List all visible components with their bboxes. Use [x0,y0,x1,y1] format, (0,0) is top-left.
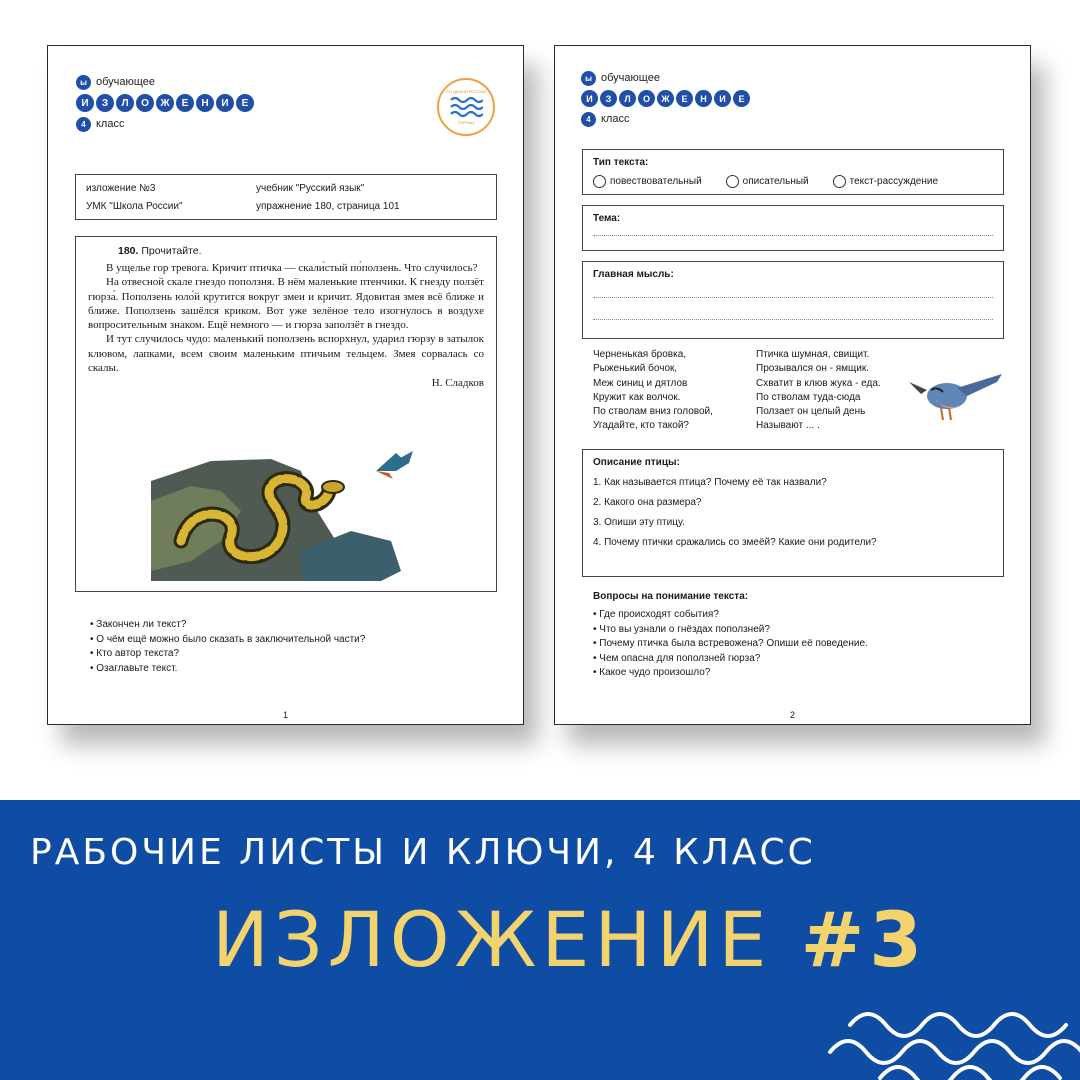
page-number: 2 [789,710,795,720]
brand-letter: И [714,90,731,107]
worksheet-page-2 [554,45,1031,725]
riddle-poem [593,348,881,434]
answer-line[interactable] [593,286,993,298]
radio-icon[interactable] [593,175,606,188]
description-title: Описание птицы: [593,457,680,468]
poem-line: Ползает он целый день [756,406,866,418]
waves-icon [449,94,483,120]
poem-line: По стволам вниз головой, [593,406,713,418]
exercise-number: 180. [118,245,139,257]
brand-top-text: обучающее [96,76,155,88]
brand-letter: З [600,90,617,107]
theme-box [582,205,1004,251]
question-item: 3. Опиши эту птицу. [593,517,685,528]
page-number: 1 [282,710,288,720]
brand-letter: Ж [657,90,674,107]
banner-subtitle: РАБОЧИЕ ЛИСТЫ И КЛЮЧИ, 4 КЛАСС [30,832,816,873]
grade-number: 4 [76,117,91,132]
exercise-heading [118,245,484,257]
poem-line: По стволам туда-сюда [756,391,861,403]
stamp-icon [437,78,495,136]
comprehension-section [593,591,868,681]
exercise-instruction: Прочитайте. [141,245,202,257]
brand-word [76,94,254,112]
grade-number: 4 [581,112,596,127]
question-item: • Закончен ли текст? [90,618,365,633]
text-type-options [593,175,993,188]
radio-label: описательный [742,176,809,187]
story-paragraph: В ущелье гор тревога. Кричит птичка — скали́стый по́ползень. Что случилось? [106,262,478,274]
question-item: • Почему птичка была встревожена? Опиши её поведение. [593,637,868,652]
stamp-top-text: PO ДАНЫИ РОССИИ [446,89,486,94]
brand-letter: Л [116,94,134,112]
decorative-waves-icon [820,990,1080,1080]
question-item: • Какое чудо произошло? [593,666,868,681]
brand-letter: И [216,94,234,112]
text-type-option[interactable] [726,175,809,188]
text-type-option[interactable] [593,175,702,188]
poem-line: Прозывался он - ямщик. [756,363,869,375]
brand-letter: Е [733,90,750,107]
poem-line: Схватит в клюв жука - еда. [756,377,881,389]
question-item: • Чем опасна для поползней гюрза? [593,652,868,667]
poem-line: Называют ... . [756,420,820,432]
banner-title [212,895,927,984]
text-type-box [582,149,1004,195]
poem-column-left [593,348,756,434]
lesson-number: изложение №3 [86,182,156,194]
story-paragraph: И тут случилось чудо: маленький поползень вспорхнул, ударил гюрзу в затылок клювом, лапками, всем своим маленьким птичьим тельцем. Змея сорвалась со скалы. [88,333,484,375]
worksheet-page-1 [47,45,524,725]
question-item: 2. Какого она размера? [593,497,702,508]
brand-dot-icon: ы [581,71,596,86]
answer-line[interactable] [593,224,993,236]
radio-label: повествовательный [610,176,702,187]
poem-line: Кружит как волчок. [593,391,681,403]
lesson-info-box [75,174,497,220]
banner-title-text: ИЗЛОЖЕНИЕ [212,895,772,984]
question-item: • Где происходят события? [593,608,868,623]
poem-line: Меж синиц и дятлов [593,377,688,389]
banner-title-number: #3 [800,895,928,984]
brand-letter: Е [176,94,194,112]
brand-letter: Е [676,90,693,107]
grade-label: класс [601,113,630,125]
radio-icon[interactable] [833,175,846,188]
theme-title: Тема: [593,213,621,224]
brand-letter: Н [196,94,214,112]
question-item: • Что вы узнали о гнёздах поползней? [593,623,868,638]
brand-letter: З [96,94,114,112]
brand-letter: И [581,90,598,107]
grade-label: класс [96,118,125,130]
nuthatch-bird-icon [907,368,1005,424]
brand-letter: Ж [156,94,174,112]
radio-icon[interactable] [726,175,739,188]
brand-logo [76,72,254,134]
brand-word [581,90,750,107]
bird-description-box [582,449,1004,577]
question-item: • Кто автор текста? [90,647,365,662]
text-type-title: Тип текста: [593,157,649,168]
poem-line: Рыженький бочок, [593,363,678,375]
comprehension-title: Вопросы на понимание текста: [593,591,749,602]
textbook-name: учебник "Русский язык" [256,182,365,194]
brand-dot-icon: ы [76,75,91,90]
brand-top-text: обучающее [601,72,660,84]
exercise-ref: упражнение 180, страница 101 [256,200,400,212]
question-item: • О чём ещё можно было сказать в заключительной части? [90,633,365,648]
story-text [88,261,484,375]
main-idea-box [582,261,1004,339]
radio-label: текст-рассуждение [849,176,939,187]
stamp-bottom-text: ТОРИАЦ [457,120,475,125]
brand-letter: И [76,94,94,112]
brand-letter: Н [695,90,712,107]
brand-letter: О [638,90,655,107]
brand-letter: О [136,94,154,112]
answer-line[interactable] [593,308,993,320]
brand-logo [581,68,750,129]
page1-questions [90,618,365,676]
story-box [75,236,497,592]
brand-letter: Е [236,94,254,112]
question-item: 1. Как называется птица? Почему её так назвали? [593,477,827,488]
snake-bird-illustration [151,441,421,581]
story-paragraph: На отвесной скале гнездо поползня. В нём маленькие птенчики. К гнезду ползёт гюрза́. Поползень юло́й крутится вокруг змеи и кричит. Ядовитая змея всё ближе и ближе. Поползень зашёлся криком. Вот уже зелёное тело изогнулось в воздухе вопросительным знаком. Ещё немного — и гюрза заползёт в гнездо. [88,276,484,332]
umk-name: УМК "Школа России" [86,200,183,212]
question-item: 4. Почему птички сражались со змеёй? Какие они родители? [593,537,877,548]
question-item: • Озаглавьте текст. [90,662,365,677]
main-idea-title: Главная мысль: [593,269,674,280]
poem-column-right [756,348,881,434]
comprehension-questions [593,608,868,681]
poem-line: Птичка шумная, свищит. [756,349,870,360]
description-questions [593,477,993,548]
story-author: Н. Сладков [431,377,484,390]
poem-line: Угадайте, кто такой? [593,420,689,432]
brand-letter: Л [619,90,636,107]
title-banner [0,800,1080,1080]
text-type-option[interactable] [833,175,938,188]
poem-line: Черненькая бровка, [593,349,687,360]
